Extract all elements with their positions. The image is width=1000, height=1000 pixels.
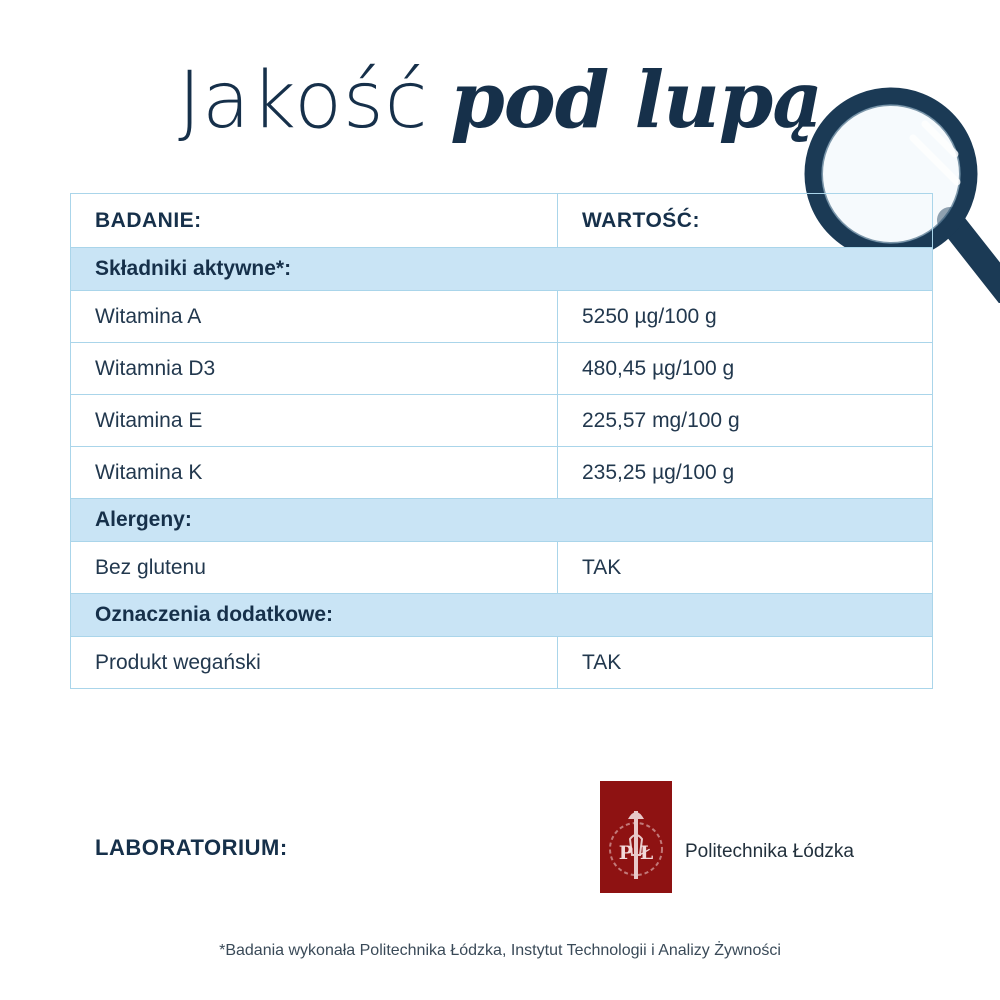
university-emblem-icon: [600, 781, 672, 893]
row-value: 235,25 µg/100 g: [558, 447, 933, 499]
section-row: [71, 594, 933, 637]
university-logo: [600, 781, 672, 893]
row-name: Witamina E: [71, 395, 558, 447]
table-row: [71, 447, 933, 499]
logo-emblem-letters: P Ł: [618, 842, 654, 864]
table-row: [71, 343, 933, 395]
section-label: Oznaczenia dodatkowe:: [71, 594, 933, 637]
row-value: 225,57 mg/100 g: [558, 395, 933, 447]
row-value: TAK: [558, 637, 933, 689]
title-part-1: Jakość: [178, 56, 429, 146]
table-row: [71, 542, 933, 594]
row-name: Witamina K: [71, 447, 558, 499]
row-name: Produkt wegański: [71, 637, 558, 689]
row-name: Witamnia D3: [71, 343, 558, 395]
row-value: 480,45 µg/100 g: [558, 343, 933, 395]
footnote: *Badania wykonała Politechnika Łódzka, Instytut Technologii i Analizy Żywności: [219, 942, 781, 959]
title-part-2: pod lupą: [450, 55, 822, 146]
row-name: Witamina A: [71, 291, 558, 343]
header-badanie: BADANIE:: [71, 194, 558, 248]
results-table: [70, 193, 933, 689]
table-header-row: [71, 194, 933, 248]
table-row: [71, 637, 933, 689]
university-name: Politechnika Łódzka: [685, 841, 854, 862]
laboratory-label: LABORATORIUM:: [95, 835, 288, 860]
row-value: 5250 µg/100 g: [558, 291, 933, 343]
section-label: Alergeny:: [71, 499, 933, 542]
row-value: TAK: [558, 542, 933, 594]
row-name: Bez glutenu: [71, 542, 558, 594]
header-wartosc: WARTOŚĆ:: [558, 194, 933, 248]
section-label: Składniki aktywne*:: [71, 248, 933, 291]
table-row: [71, 291, 933, 343]
section-row: [71, 499, 933, 542]
section-row: [71, 248, 933, 291]
table-row: [71, 395, 933, 447]
